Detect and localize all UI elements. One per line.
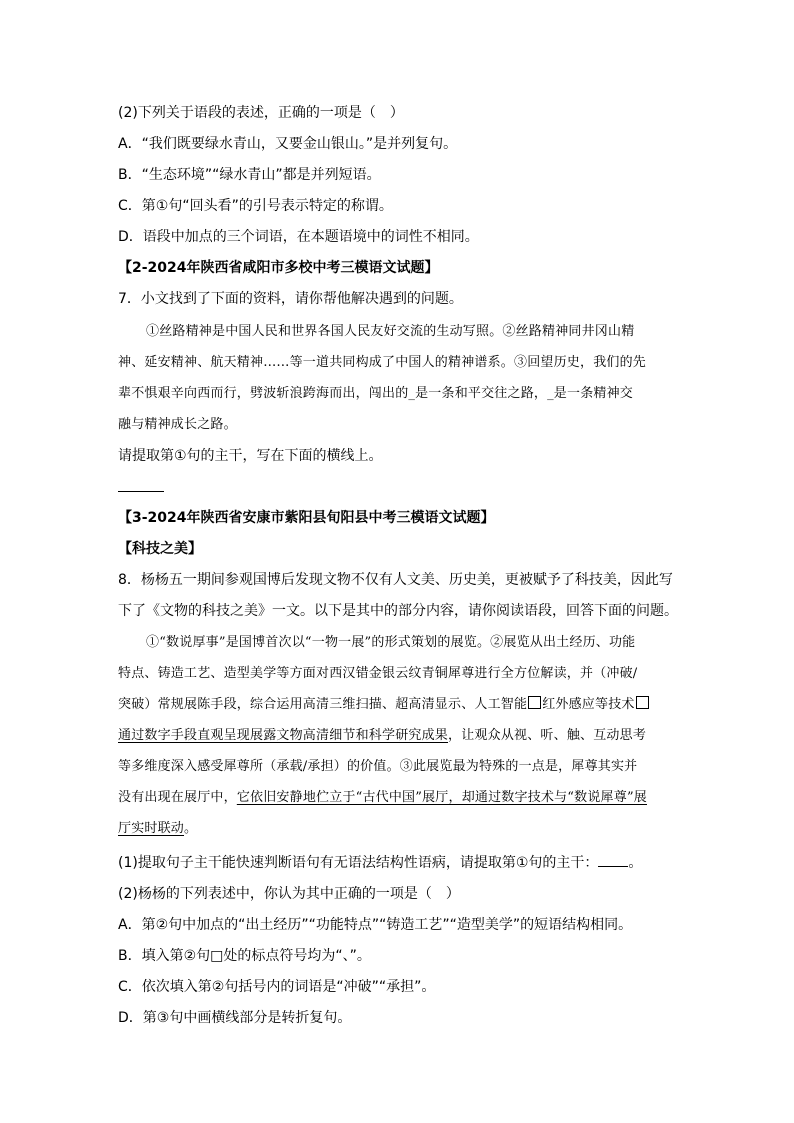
passage-text: 。: [184, 821, 198, 836]
sub1-text: (1)提取句子主干能快速判断语句有无语法结构性语病，请提取第①句的主干：: [118, 855, 599, 871]
q7-stem: 7．小文找到了下面的资料，请你帮他解决遇到的问题。: [118, 291, 463, 307]
q7-instruction: 请提取第①句的主干，写在下面的横线上。: [118, 448, 383, 464]
q8-stem-line: 8．杨杨五一期间参观国博后发现文物不仅有人文美、历史美，更被赋予了科技美，因此写: [118, 572, 673, 588]
q8-sub1: [118, 853, 642, 873]
passage-text: 红外感应等技术: [542, 697, 635, 712]
q8-passage-line: [118, 726, 646, 746]
q8-sub2: (2)杨杨的下列表述中，你认为其中正确的一项是（ ）: [118, 886, 460, 902]
q8-option-d: D．第③句中画横线部分是转折复句。: [118, 1010, 352, 1026]
q6-option-d: D．语段中加点的三个词语，在本题语境中的词性不相同。: [118, 229, 479, 245]
q8-passage-line: 等多维度深入感受犀尊所（承载/承担）的价值。③此展览最为特殊的一点是，犀尊其实并: [118, 759, 638, 774]
passage-text: ，让观众从视、听、触、互动思考: [448, 728, 647, 743]
underlined-text: 通过数字手段直观呈现展露文物高清细节和科学研究成果: [118, 728, 449, 743]
sub1-end: 。: [628, 855, 643, 871]
answer-blank: [598, 866, 628, 867]
q6-option-b: B．“生态环境”“绿水青山”都是并列短语。: [118, 167, 381, 183]
q8-passage-line: [118, 695, 650, 715]
passage-text: 突破）常规展陈手段，综合运用高清三维扫描、超高清显示、人工智能: [118, 697, 528, 712]
q8-passage-line: [118, 819, 197, 839]
q8-option-c: C．依次填入第②句括号内的词语是“冲破”“承担”。: [118, 979, 436, 995]
q7-passage-line: ①丝路精神是中国人民和世界各国人民友好交流的生动写照。②丝路精神同井冈山精: [146, 324, 635, 339]
q6-option-c: C．第①句“回头看”的引号表示特定的称谓。: [118, 198, 393, 214]
q7-passage-line: 融与精神成长之路。: [118, 417, 237, 432]
q8-option-b: B．填入第②句□处的标点符号均为“、”。: [118, 948, 371, 964]
source-heading-3: 【3-2024年陕西省安康市紫阳县旬阳县中考三模语文试题】: [118, 510, 495, 526]
passage-text: 没有出现在展厅中，: [118, 790, 237, 805]
underlined-text: 它依旧安静地伫立于“古代中国”展厅，却通过数字技术与“数说犀尊”展: [236, 790, 647, 805]
blank-box: [636, 696, 649, 709]
source-heading-2: 【2-2024年陕西省咸阳市多校中考三模语文试题】: [118, 260, 439, 276]
q8-option-a: A．第②句中加点的“出土经历”“功能特点”“铸造工艺”“造型美学”的短语结构相同。: [118, 917, 633, 933]
q6-option-a: A．“我们既要绿水青山，又要金山银山。”是并列复句。: [118, 136, 458, 152]
q6-stem: (2)下列关于语段的表述，正确的一项是（ ）: [118, 105, 404, 121]
answer-line: [118, 491, 164, 492]
q7-passage-line: 神、延安精神、航天精神……等一道共同构成了中国人的精神谱系。③回望历史，我们的先: [118, 355, 647, 370]
q8-passage-line: ①“数说厚事”是国博首次以“一物一展”的形式策划的展览。②展览从出土经历、功能: [146, 635, 636, 650]
q7-passage-line: 辈不惧艰辛向西而行，劈波斩浪跨海而出，闯出的_是一条和平交往之路，_是一条精神交: [118, 386, 634, 401]
underlined-text: 厅实时联动: [118, 821, 185, 836]
blank-box: [528, 696, 541, 709]
q8-passage-line: [118, 788, 647, 808]
q8-passage-line: 特点、铸造工艺、造型美学等方面对西汉错金银云纹青铜犀尊进行全方位解读，并（冲破/: [118, 666, 638, 681]
section-title: 【科技之美】: [118, 541, 202, 557]
q8-stem-line: 下了《文物的科技之美》一文。以下是其中的部分内容，请你阅读语段，回答下面的问题。: [118, 603, 678, 619]
